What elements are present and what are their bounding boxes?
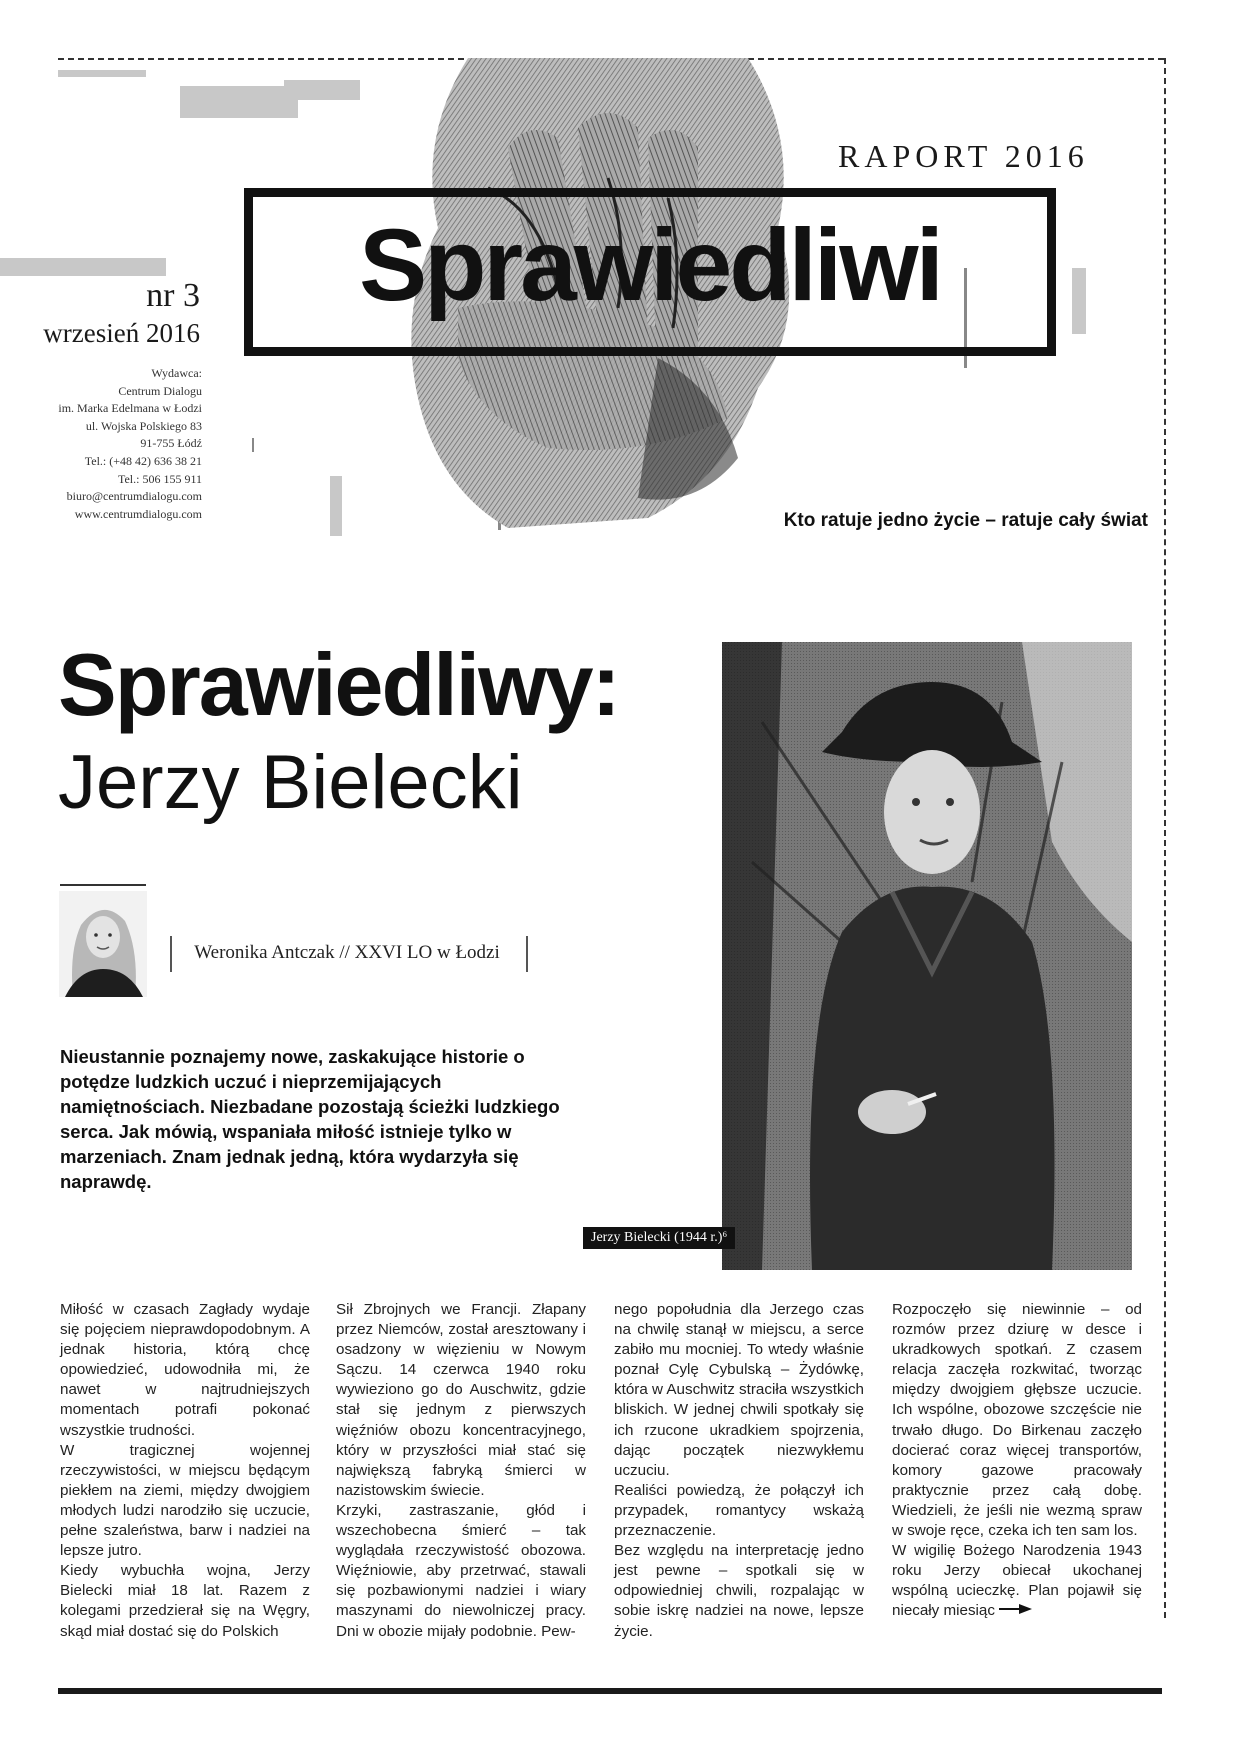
publisher-line: Centrum Dialogu — [118, 383, 202, 398]
dashed-frame-right — [1164, 58, 1166, 1618]
paragraph: Rozpoczęło się niewinnie – od rozmów przez dziurę w desce i ukradkowych spotkań. Z czasem relacja zaczęła rozkwitać, tworząc między dwojgiem głębsze uczucie. Ich wspólne, obozowe szczęście nie trwało długo. Do Birkenau zaczęło docierać coraz więcej transportów, komory gazowe pracowały praktycznie przez całą dobę. Wiedzieli, że jeśli nie wezmą spraw w swoje ręce, czeka ich ten sam los. — [892, 1301, 1142, 1540]
bottom-rule — [58, 1688, 1162, 1694]
publisher-line: im. Marka Edelmana w Łodzi — [58, 401, 202, 416]
author-byline: Weronika Antczak // XXVI LO w Łodzi — [194, 942, 500, 963]
paragraph: Kiedy wybuchła wojna, Jerzy Bielecki miał 18 lat. Razem z kolegami przedzierał się na Węgry, skąd miał dostać się do Polskich — [60, 1562, 310, 1640]
jerzy-bielecki-photo — [722, 642, 1132, 1270]
author-rule — [60, 884, 146, 886]
publisher-email: biuro@centrumdialogu.com — [66, 489, 202, 504]
paragraph-text: W wigilię Bożego Narodzenia 1943 roku Jerzy obiecał ukochanej wspólną ucieczkę. Plan pojawił się niecały miesiąc — [892, 1542, 1142, 1620]
article-subject-name: Jerzy Bielecki — [58, 740, 523, 825]
decor-bar — [58, 70, 146, 77]
paragraph: nego popołudnia dla Jerzego czas na chwilę stanął w miejscu, a serce zabiło mu mocniej. To wtedy właśnie poznał Cylę Cybulską – Żydówkę, która w Auschwitz straciła wszystkich bliskich. W jednej chwili spotkały się ich rzucone ukradkiem spojrzenia, dając początek niezwykłemu uczuciu. — [614, 1301, 864, 1479]
paragraph: W tragicznej wojennej rzeczywistości, w miejscu będącym piekłem na ziemi, między dwojgiem młodych ludzi narodziło się uczucie, pełne szaleństwa, barw i nadziei na lepsze jutro. — [60, 1441, 310, 1560]
decor-bar — [284, 80, 360, 100]
photo-caption: Jerzy Bielecki (1944 r.)⁶ — [583, 1227, 735, 1249]
article-headline: Sprawiedliwy: — [58, 635, 619, 734]
publisher-line: Tel.: 506 155 911 — [117, 471, 202, 486]
publisher-line: ul. Wojska Polskiego 83 — [85, 418, 202, 433]
paragraph — [892, 1541, 1142, 1621]
decor-bar — [180, 86, 298, 118]
article-column-4 — [892, 1300, 1142, 1622]
paragraph: Bez względu na interpretację jedno jest pewne – spotkali się w odpowiedniej chwili, rozpalając w sobie iskrę nadziei na nowe, lepsze życie. — [614, 1542, 864, 1640]
decor-bar — [1072, 268, 1086, 334]
issue-date: wrzesień 2016 — [43, 318, 200, 348]
article-lead: Nieustannie poznajemy nowe, zaskakujące historie o potędze ludzkich uczuć i nieprzemijających namiętnościach. Niezbadane pozostają ścieżki ludzkiego serca. Jak mówią, wspaniała miłość istnieje tylko w marzeniach. Znam jednak jedną, która wydarzyła się naprawdę. — [60, 1046, 560, 1192]
publisher-line: Wydawca: — [151, 366, 202, 380]
continue-arrow-icon — [999, 1603, 1033, 1615]
publisher-line: Tel.: (+48 42) 636 38 21 — [84, 453, 202, 468]
article-column-3 — [614, 1300, 864, 1642]
article-column-2 — [336, 1300, 586, 1642]
publisher-line: 91-755 Łódź — [140, 436, 202, 451]
article-column-1 — [60, 1300, 310, 1642]
publisher-website: www.centrumdialogu.com — [74, 506, 202, 521]
paragraph: Sił Zbrojnych we Francji. Złapany przez Niemców, został aresztowany i osadzony w więzieniu w Nowym Sączu. 14 czerwca 1940 roku wywieziono go do Auschwitz, gdzie stał się jednym z pierwszych więźniów obozu koncentracyjnego, który w przyszłości miał stać się największą fabryką śmierci w nazistowskim świecie. — [336, 1301, 586, 1499]
report-label: RAPORT 2016 — [838, 138, 1089, 174]
paragraph: Miłość w czasach Zagłady wydaje się pojęciem nieprawdopodobnym. A jednak historia, którą chcę opowiedzieć, udowodniła mi, że nawet w najtrudniejszych momentach potrafi pokonać wszystkie trudności. — [60, 1301, 310, 1439]
paragraph: Krzyki, zastraszanie, głód i wszechobecna śmierć – tak wyglądała rzeczywistość obozowa. Więźniowie, aby przetrwać, stawali się pozbawionymi nadziei i wiary maszynami do niewolniczej pracy. Dni w obozie mijały podobnie. Pew- — [336, 1501, 586, 1640]
decor-line — [252, 438, 254, 452]
decor-bar — [0, 258, 166, 276]
paragraph: Realiści powiedzą, że połączył ich przypadek, romantycy wskażą przeznaczenie. — [614, 1481, 864, 1540]
tagline: Kto ratuje jedno życie – ratuje cały świat — [783, 510, 1148, 531]
author-portrait-image — [59, 891, 147, 997]
magazine-title: Sprawiedliwi — [359, 208, 941, 322]
publisher-info — [40, 365, 202, 523]
decor-bar — [330, 476, 342, 536]
issue-number: nr 3 — [146, 277, 200, 314]
